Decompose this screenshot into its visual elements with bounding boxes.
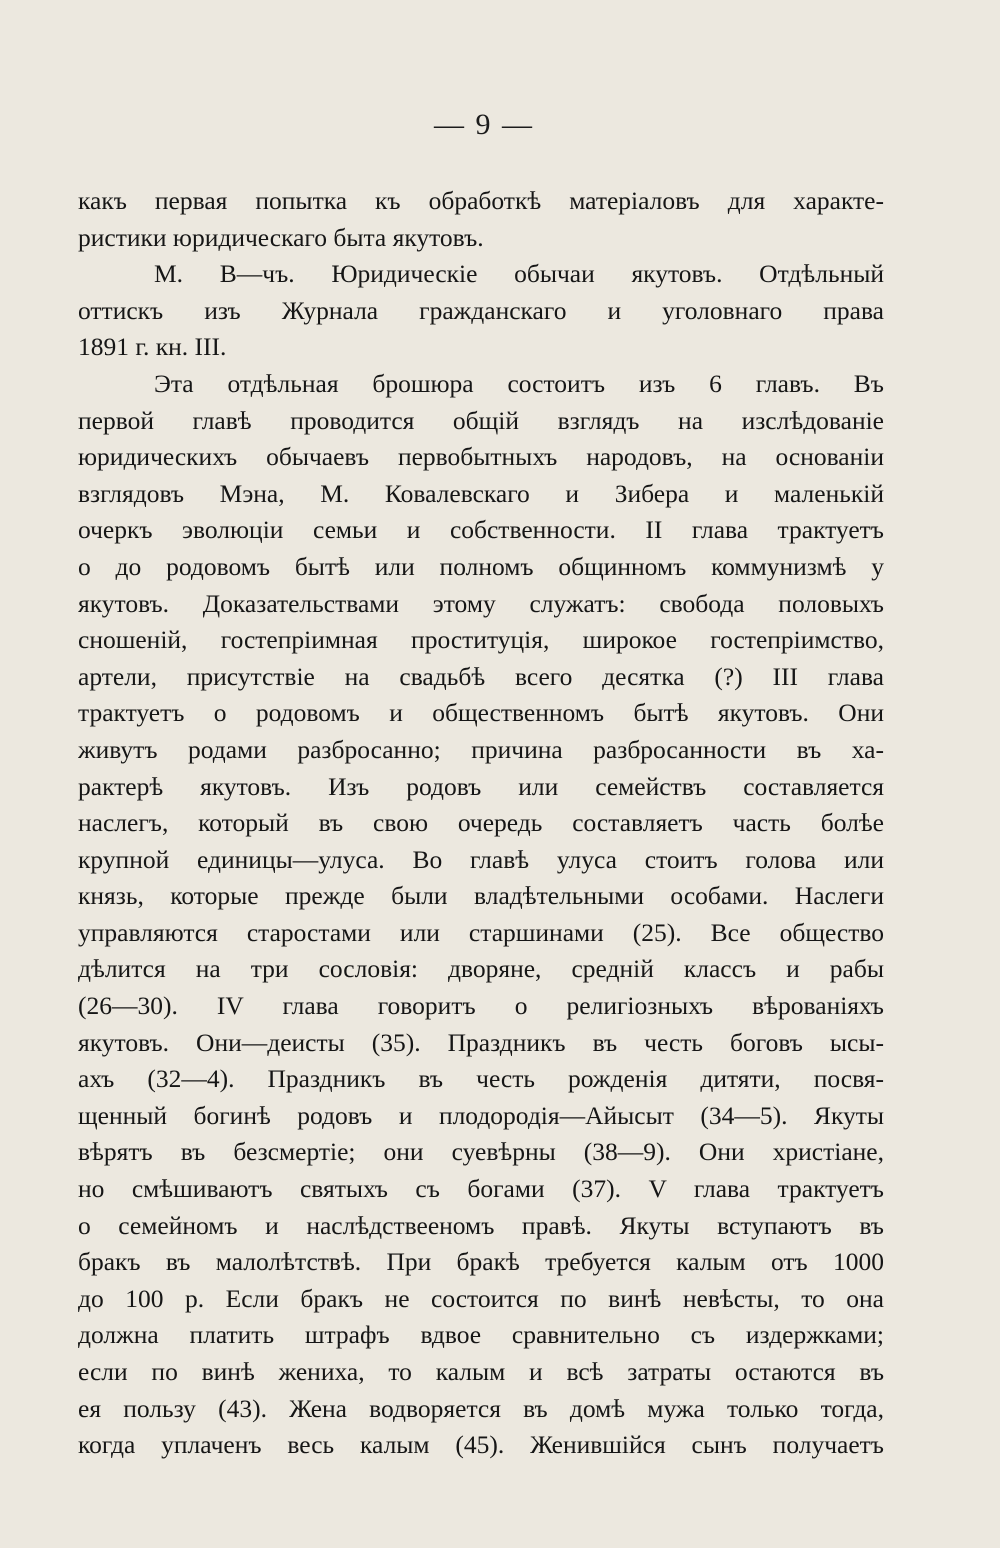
text-line: но смѣшиваютъ святыхъ съ богами (37). V глава трактуетъ (78, 1174, 884, 1204)
text-line: М. В—чъ. Юридическіе обычаи якутовъ. Отдѣльный (154, 259, 884, 289)
text-line: управляются старостами или старшинами (25). Все общество (78, 917, 884, 947)
text-line: живутъ родами разбросанно; причина разбросанности въ ха- (78, 734, 884, 764)
text-line: если по винѣ жениха, то калым и всѣ затраты остаются въ (78, 1357, 884, 1386)
text-line: сношеній, гостепріимная проституція, широкое гостепріимство, (78, 625, 884, 655)
text-line: ея пользу (43). Жена водворяется въ домѣ мужа только тогда, (78, 1393, 884, 1423)
text-line: вѣрятъ въ безсмертіе; они суевѣрны (38—9). Они христіане, (78, 1137, 884, 1167)
body-text (78, 183, 884, 1464)
text-line: ристики юридическаго быта якутовъ. (78, 222, 484, 252)
text-line: должна платить штрафъ вдвое сравнительно съ издержками; (78, 1320, 884, 1350)
text-line: якутовъ. Доказательствами этому служатъ: свобода половыхъ (78, 588, 884, 618)
text-line: до 100 р. Если бракъ не состоится по винѣ невѣсты, то она (78, 1283, 884, 1313)
text-line: наслегъ, который въ свою очередь составляетъ часть болѣе (78, 808, 884, 838)
text-line: рактерѣ якутовъ. Изъ родовъ или семействъ составляется (78, 771, 884, 801)
text-line: трактуетъ о родовомъ и общественномъ бытѣ якутовъ. Они (78, 698, 884, 728)
page-number: — 9 — (434, 108, 534, 141)
text-line: когда уплаченъ весь калым (45). Женившійся сынъ получаетъ (78, 1430, 884, 1460)
text-line: взглядовъ Мэна, М. Ковалевскаго и Зибера и маленькій (78, 478, 884, 508)
text-line: дѣлится на три сословія: дворяне, средній классъ и рабы (78, 954, 884, 984)
text-line: бракъ въ малолѣтствѣ. При бракѣ требуется калым отъ 1000 (78, 1247, 884, 1277)
text-line: князь, которые прежде были владѣтельными особами. Наслеги (78, 881, 884, 911)
text-line: Эта отдѣльная брошюра состоитъ изъ 6 главъ. Въ (154, 368, 884, 398)
text-line: оттискъ изъ Журнала гражданскаго и уголовнаго права (78, 295, 884, 325)
text-line: якутовъ. Они—деисты (35). Праздникъ въ честь боговъ ысы- (78, 1027, 884, 1057)
text-line: ахъ (32—4). Праздникъ въ честь рожденія дитяти, посвя- (78, 1064, 884, 1094)
text-line: о семейномъ и наслѣдствееномъ правѣ. Якуты вступаютъ въ (78, 1210, 884, 1240)
text-line: артели, присутствіе на свадьбѣ всего десятка (?) III глава (78, 661, 884, 691)
text-line: крупной единицы—улуса. Во главѣ улуса стоитъ голова или (78, 844, 884, 874)
text-line: щенный богинѣ родовъ и плодородія—Айысыт (34—5). Якуты (78, 1100, 884, 1130)
text-line: юридическихъ обычаевъ первобытныхъ народовъ, на основаніи (78, 442, 884, 472)
text-line: о до родовомъ бытѣ или полномъ общинномъ коммунизмѣ у (78, 551, 884, 581)
text-line: первой главѣ проводится общій взглядъ на изслѣдованіе (78, 405, 884, 435)
text-line: очеркъ эволюціи семьи и собственности. II глава трактуетъ (78, 515, 884, 545)
text-line: 1891 г. кн. III. (78, 332, 227, 362)
text-line: (26—30). IV глава говоритъ о религіозныхъ вѣрованіяхъ (78, 991, 884, 1021)
text-line: какъ первая попытка къ обработкѣ матеріаловъ для характе- (78, 186, 884, 215)
